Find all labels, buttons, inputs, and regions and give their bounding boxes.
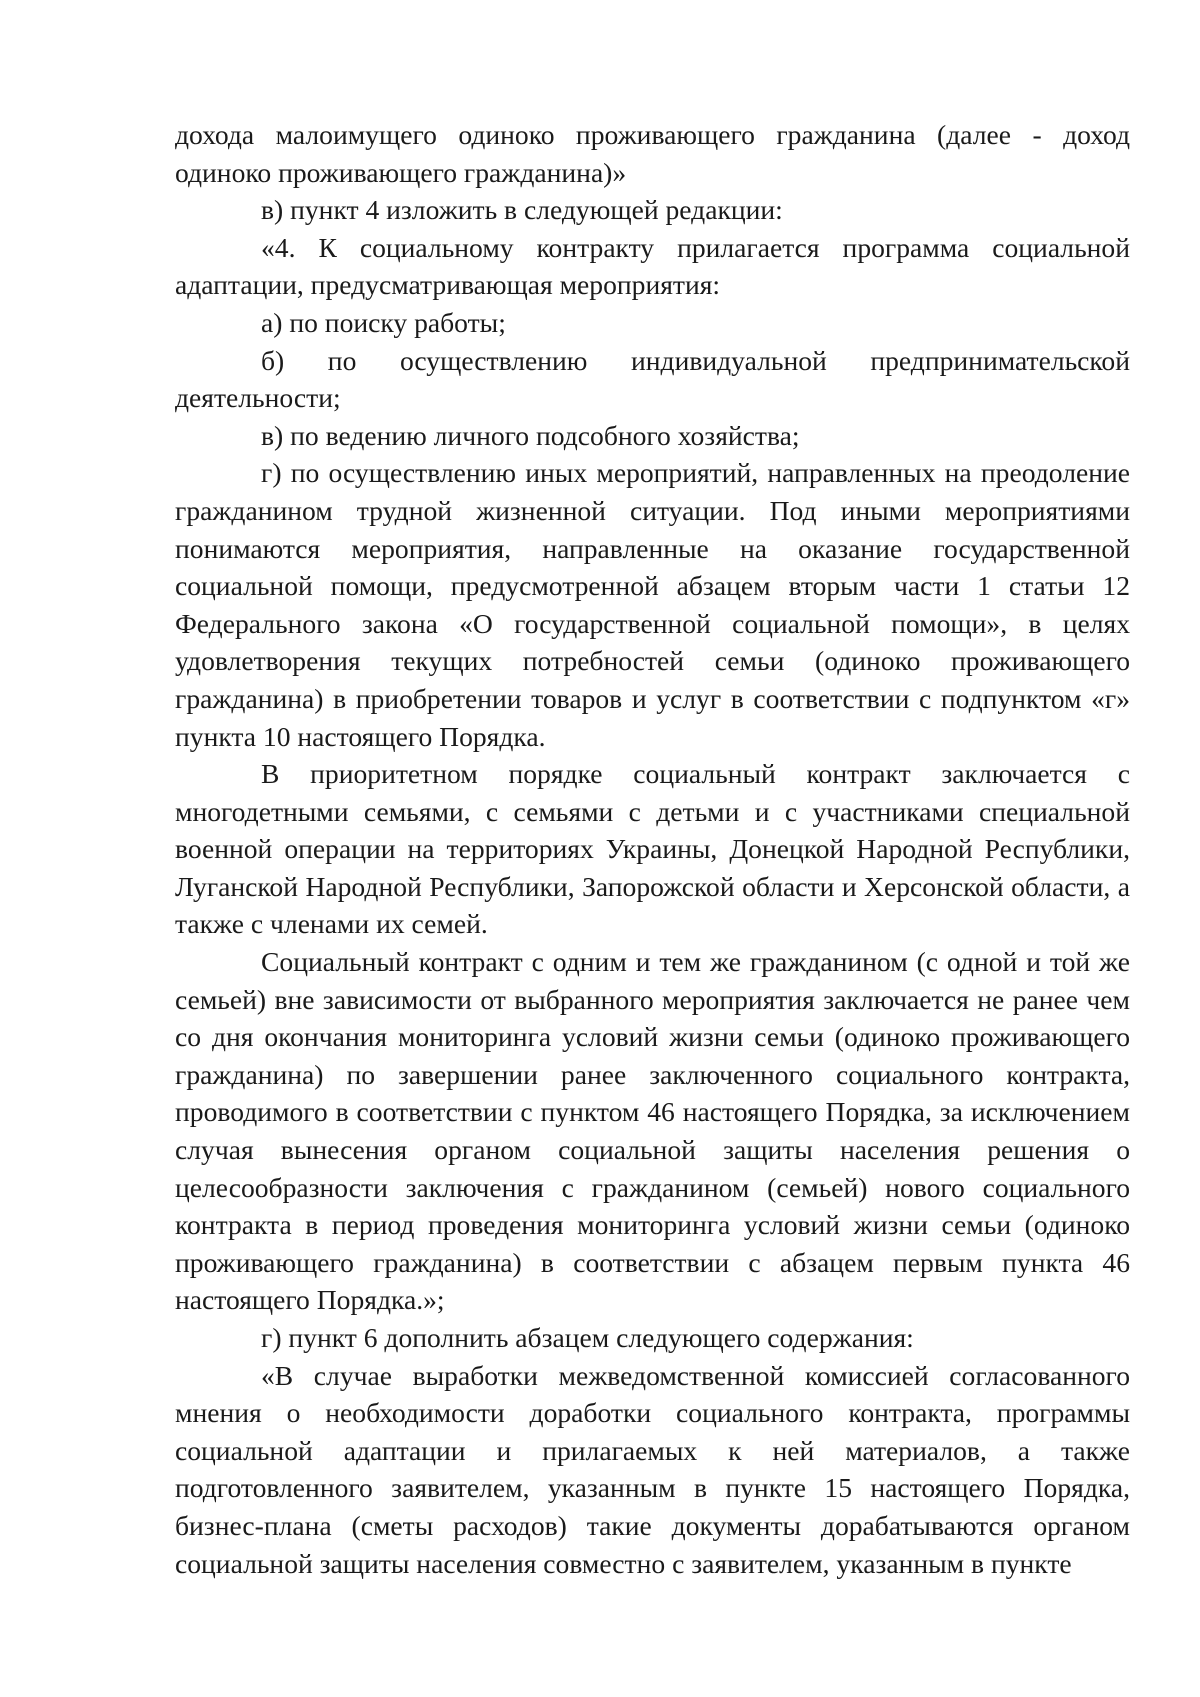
paragraph: в) по ведению личного подсобного хозяйства; (261, 419, 800, 451)
paragraph: г) пункт 6 дополнить абзацем следующего содержания: (261, 1322, 914, 1353)
paragraph: «В случае выработки межведомственной комиссией согласованного мнения о необходимости доработки социального контракта, программы социальной адаптации и прилагаемых к ней материалов, а также подготовленного заявителем, указанным в пункте 15 настоящего Порядка, бизнес-плана (сметы расходов) такие документы дорабатываются органом социальной защиты населения совместно с заявителем, указанным в пункте (175, 1359, 1130, 1579)
paragraph: дохода малоимущего одиноко проживающего гражданина (далее - доход одиноко проживающего гражданина)» (175, 119, 1130, 188)
paragraph: б) по осуществлению индивидуальной предпринимательской деятельности; (175, 344, 1130, 414)
paragraph: а) по поиску работы; (261, 306, 506, 338)
paragraph: «4. К социальному контракту прилагается программа социальной адаптации, предусматривающая мероприятия: (175, 231, 1130, 301)
paragraph: г) по осуществлению иных мероприятий, направленных на преодоление гражданином трудной жизненной ситуации. Под иными мероприятиями понимаются мероприятия, направленные на оказание государственной социальной помощи, предусмотренной абзацем вторым части 1 статьи 12 Федерального закона «О государственной социальной помощи», в целях удовлетворения текущих потребностей семьи (одиноко проживающего гражданина) в приобретении товаров и услуг в соответствии с подпунктом «г» пункта 10 настоящего Порядка. (175, 457, 1130, 752)
paragraph: в) пункт 4 изложить в следующей редакции: (261, 194, 783, 226)
paragraph: Социальный контракт с одним и тем же гражданином (с одной и той же семьей) вне зависимости от выбранного мероприятия заключается не ранее чем со дня окончания мониторинга условий жизни семьи (одиноко проживающего гражданина) по завершении ранее заключенного социального контракта, проводимого в соответствии с пунктом 46 настоящего Порядка, за исключением случая вынесения органом социальной защиты населения решения о целесообразности заключения с гражданином (семьей) нового социального контракта в период проведения мониторинга условий жизни семьи (одиноко проживающего гражданина) в соответствии с абзацем первым пункта 46 настоящего Порядка.»; (175, 946, 1130, 1316)
paragraph: В приоритетном порядке социальный контракт заключается с многодетными семьями, с семьями с детьми и с участниками специальной военной операции на территориях Украины, Донецкой Народной Республики, Луганской Народной Республики, Запорожской области и Херсонской области, а также с членами их семей. (175, 758, 1130, 940)
document-body (175, 116, 1130, 1582)
